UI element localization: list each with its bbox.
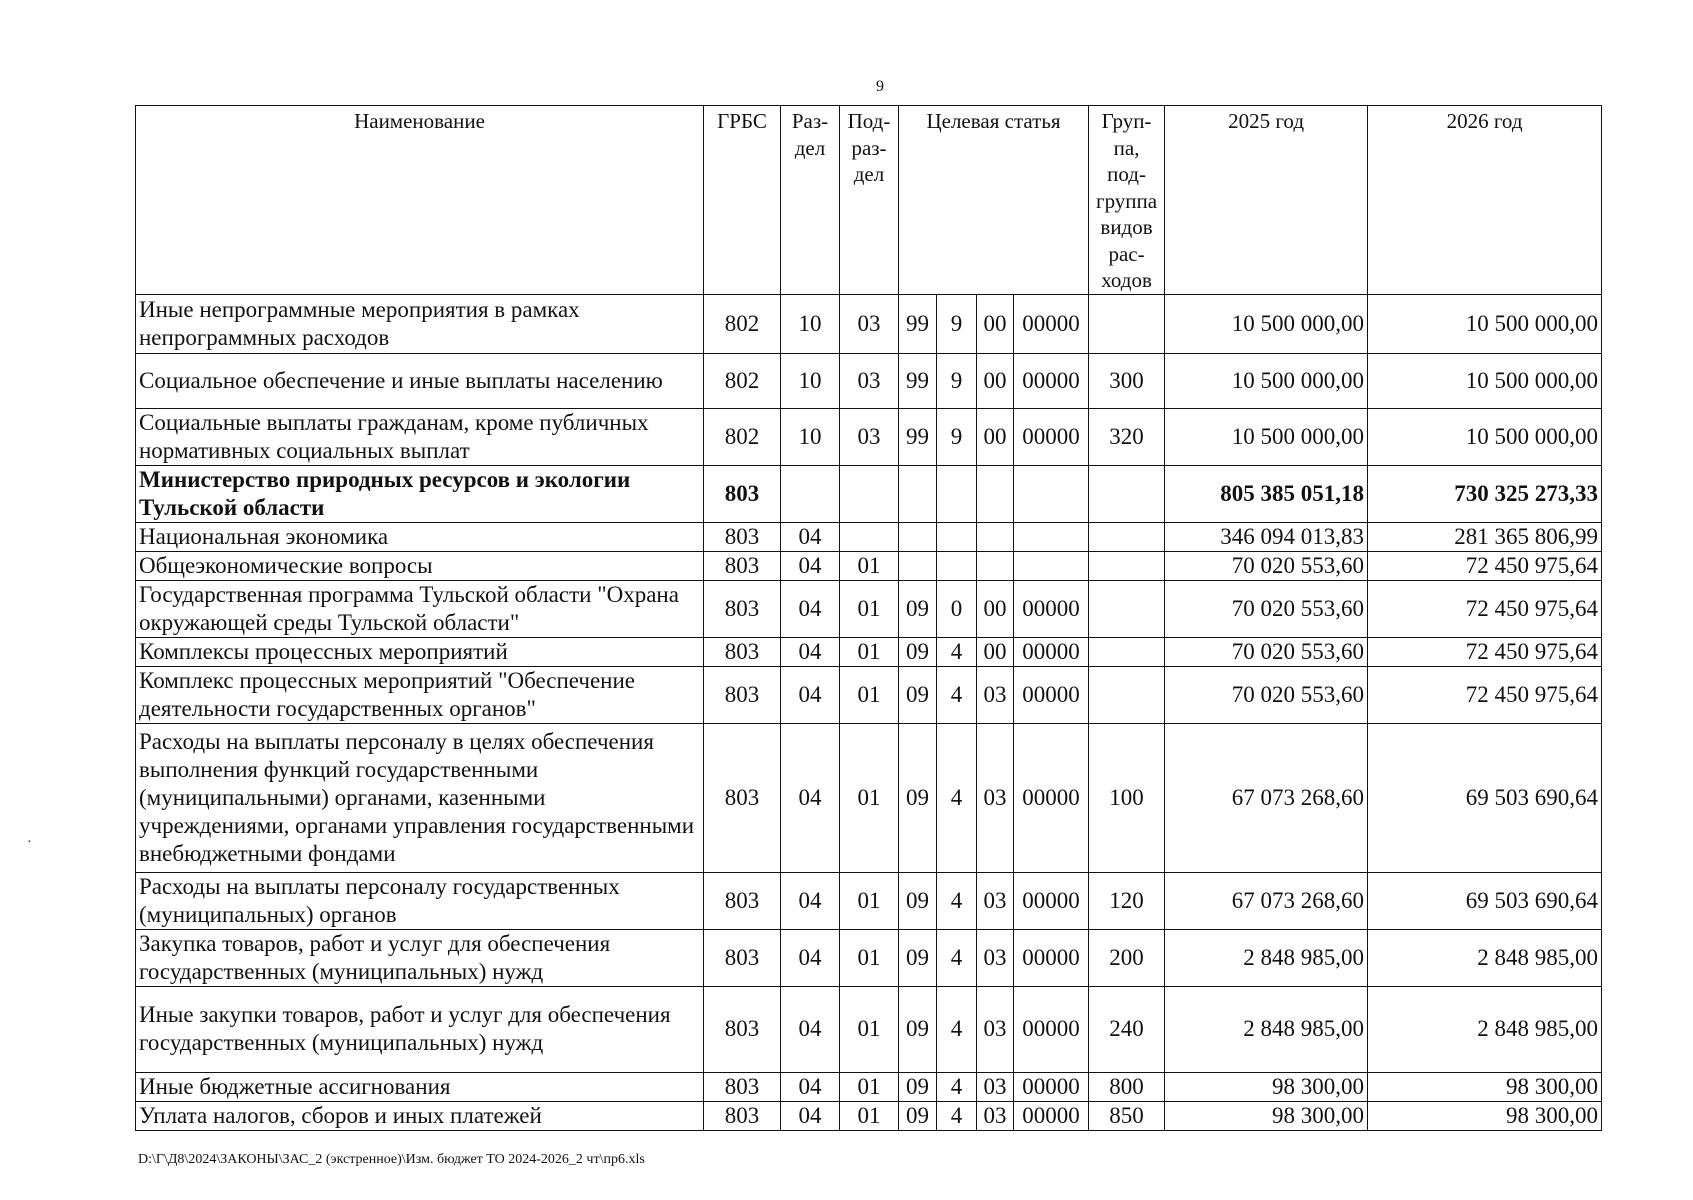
table-row (136, 986, 1602, 1072)
cell-target-subitem (977, 522, 1014, 551)
cell-target-type (937, 465, 977, 522)
cell-amount-2025: 70 020 553,60 (1165, 580, 1368, 637)
cell-target-direction: 00000 (1014, 1101, 1089, 1130)
header-razdel: Раз- дел (781, 106, 840, 295)
cell-target-subitem: 00 (977, 637, 1014, 666)
cell-name: Социальное обеспечение и иные выплаты населению (136, 353, 704, 408)
cell-razdel: 04 (781, 986, 840, 1072)
cell-expense-group (1089, 551, 1165, 580)
table-row (136, 872, 1602, 929)
cell-amount-2025: 70 020 553,60 (1165, 637, 1368, 666)
cell-razdel: 04 (781, 1101, 840, 1130)
cell-target-direction (1014, 465, 1089, 522)
cell-grbs: 803 (704, 551, 781, 580)
cell-razdel: 04 (781, 637, 840, 666)
cell-target-subitem: 03 (977, 723, 1014, 872)
cell-target-type: 9 (937, 408, 977, 465)
budget-table (135, 105, 1602, 1131)
cell-name: Государственная программа Тульской области "Охрана окружающей среды Тульской области" (136, 580, 704, 637)
cell-target-type: 9 (937, 294, 977, 353)
cell-grbs: 802 (704, 294, 781, 353)
cell-target-subitem: 03 (977, 666, 1014, 723)
cell-target-direction: 00000 (1014, 872, 1089, 929)
cell-target-subitem: 03 (977, 1101, 1014, 1130)
cell-podrazdel: 01 (840, 551, 899, 580)
cell-podrazdel: 01 (840, 1072, 899, 1101)
cell-target-subitem: 00 (977, 353, 1014, 408)
cell-amount-2025: 2 848 985,00 (1165, 986, 1368, 1072)
cell-target-direction: 00000 (1014, 294, 1089, 353)
cell-name: Национальная экономика (136, 522, 704, 551)
table-row (136, 1072, 1602, 1101)
page-number: 9 (876, 78, 884, 95)
cell-name: Иные бюджетные ассигнования (136, 1072, 704, 1101)
cell-grbs: 803 (704, 1101, 781, 1130)
cell-target-direction: 00000 (1014, 353, 1089, 408)
cell-razdel: 04 (781, 522, 840, 551)
cell-target-type: 4 (937, 637, 977, 666)
cell-amount-2025: 346 094 013,83 (1165, 522, 1368, 551)
cell-amount-2026: 72 450 975,64 (1368, 637, 1602, 666)
cell-target-subitem: 03 (977, 1072, 1014, 1101)
header-grbs: ГРБС (704, 106, 781, 295)
cell-target-program: 09 (899, 872, 937, 929)
table-row (136, 637, 1602, 666)
cell-target-type: 4 (937, 872, 977, 929)
cell-target-direction (1014, 551, 1089, 580)
footer-file-path: D:\Г\Д8\2024\ЗАКОНЫ\ЗАС_2 (экстренное)\Изм. бюджет ТО 2024-2026_2 чт\пр6.xls (138, 1152, 645, 1167)
cell-podrazdel (840, 522, 899, 551)
cell-amount-2025: 805 385 051,18 (1165, 465, 1368, 522)
cell-amount-2026: 10 500 000,00 (1368, 408, 1602, 465)
cell-target-direction: 00000 (1014, 666, 1089, 723)
cell-amount-2025: 2 848 985,00 (1165, 929, 1368, 986)
table-row (136, 723, 1602, 872)
cell-target-direction: 00000 (1014, 986, 1089, 1072)
cell-name: Министерство природных ресурсов и экологии Тульской области (136, 465, 704, 522)
table-row (136, 666, 1602, 723)
cell-name: Уплата налогов, сборов и иных платежей (136, 1101, 704, 1130)
cell-razdel: 04 (781, 580, 840, 637)
cell-expense-group: 300 (1089, 353, 1165, 408)
cell-target-direction: 00000 (1014, 408, 1089, 465)
cell-amount-2026: 730 325 273,33 (1368, 465, 1602, 522)
cell-target-subitem: 03 (977, 986, 1014, 1072)
cell-name: Закупка товаров, работ и услуг для обеспечения государственных (муниципальных) нужд (136, 929, 704, 986)
cell-podrazdel: 01 (840, 929, 899, 986)
cell-target-subitem (977, 465, 1014, 522)
cell-name: Иные непрограммные мероприятия в рамках непрограммных расходов (136, 294, 704, 353)
cell-target-type (937, 551, 977, 580)
cell-name: Расходы на выплаты персоналу в целях обеспечения выполнения функций государственными (муниципальными) органами, казенными учреждениями, органами управления государственными внебюджетными фондами (136, 723, 704, 872)
cell-target-type: 4 (937, 1072, 977, 1101)
cell-name: Общеэкономические вопросы (136, 551, 704, 580)
cell-target-subitem: 00 (977, 294, 1014, 353)
cell-name: Социальные выплаты гражданам, кроме публичных нормативных социальных выплат (136, 408, 704, 465)
cell-amount-2026: 10 500 000,00 (1368, 353, 1602, 408)
cell-grbs: 803 (704, 580, 781, 637)
cell-expense-group: 200 (1089, 929, 1165, 986)
cell-podrazdel: 01 (840, 637, 899, 666)
cell-target-program: 99 (899, 408, 937, 465)
cell-razdel: 04 (781, 666, 840, 723)
table-row (136, 294, 1602, 353)
cell-amount-2026: 98 300,00 (1368, 1101, 1602, 1130)
cell-amount-2025: 98 300,00 (1165, 1101, 1368, 1130)
cell-target-subitem: 00 (977, 580, 1014, 637)
cell-razdel: 10 (781, 294, 840, 353)
cell-razdel: 04 (781, 872, 840, 929)
cell-target-program: 09 (899, 580, 937, 637)
table-row (136, 580, 1602, 637)
cell-grbs: 803 (704, 929, 781, 986)
cell-amount-2025: 70 020 553,60 (1165, 666, 1368, 723)
cell-amount-2025: 10 500 000,00 (1165, 408, 1368, 465)
cell-grbs: 803 (704, 465, 781, 522)
cell-target-type: 4 (937, 666, 977, 723)
cell-amount-2026: 281 365 806,99 (1368, 522, 1602, 551)
cell-target-type (937, 522, 977, 551)
table-header-row (136, 106, 1602, 295)
header-name: Наименование (136, 106, 704, 295)
cell-target-direction: 00000 (1014, 723, 1089, 872)
cell-amount-2026: 69 503 690,64 (1368, 872, 1602, 929)
cell-expense-group (1089, 666, 1165, 723)
cell-amount-2026: 98 300,00 (1368, 1072, 1602, 1101)
cell-target-direction: 00000 (1014, 580, 1089, 637)
cell-target-type: 0 (937, 580, 977, 637)
cell-grbs: 802 (704, 408, 781, 465)
cell-grbs: 803 (704, 986, 781, 1072)
cell-expense-group: 800 (1089, 1072, 1165, 1101)
cell-target-program (899, 465, 937, 522)
cell-razdel: 10 (781, 353, 840, 408)
cell-podrazdel (840, 465, 899, 522)
cell-podrazdel: 03 (840, 408, 899, 465)
cell-razdel: 04 (781, 1072, 840, 1101)
cell-target-program: 99 (899, 294, 937, 353)
cell-amount-2026: 2 848 985,00 (1368, 986, 1602, 1072)
cell-expense-group (1089, 465, 1165, 522)
table-row (136, 929, 1602, 986)
cell-amount-2025: 67 073 268,60 (1165, 872, 1368, 929)
cell-amount-2026: 72 450 975,64 (1368, 580, 1602, 637)
header-target-item: Целевая статья (899, 106, 1089, 295)
cell-podrazdel: 01 (840, 666, 899, 723)
cell-target-type: 4 (937, 929, 977, 986)
cell-amount-2025: 10 500 000,00 (1165, 294, 1368, 353)
cell-target-program: 09 (899, 666, 937, 723)
cell-target-direction: 00000 (1014, 1072, 1089, 1101)
cell-podrazdel: 01 (840, 1101, 899, 1130)
table-row (136, 465, 1602, 522)
cell-amount-2025: 70 020 553,60 (1165, 551, 1368, 580)
cell-amount-2026: 72 450 975,64 (1368, 666, 1602, 723)
cell-target-type: 4 (937, 986, 977, 1072)
cell-podrazdel: 01 (840, 580, 899, 637)
cell-target-program: 99 (899, 353, 937, 408)
header-year-2026: 2026 год (1368, 106, 1602, 295)
cell-podrazdel: 01 (840, 872, 899, 929)
cell-expense-group: 240 (1089, 986, 1165, 1072)
cell-amount-2026: 72 450 975,64 (1368, 551, 1602, 580)
cell-expense-group: 100 (1089, 723, 1165, 872)
header-year-2025: 2025 год (1165, 106, 1368, 295)
cell-target-program: 09 (899, 929, 937, 986)
cell-grbs: 803 (704, 1072, 781, 1101)
table-row (136, 1101, 1602, 1130)
table-row (136, 408, 1602, 465)
cell-target-subitem: 03 (977, 872, 1014, 929)
cell-razdel: 10 (781, 408, 840, 465)
cell-razdel: 04 (781, 551, 840, 580)
cell-target-subitem: 00 (977, 408, 1014, 465)
cell-target-program: 09 (899, 1072, 937, 1101)
cell-target-subitem: 03 (977, 929, 1014, 986)
cell-amount-2025: 98 300,00 (1165, 1072, 1368, 1101)
cell-target-direction: 00000 (1014, 637, 1089, 666)
cell-target-direction (1014, 522, 1089, 551)
cell-podrazdel: 01 (840, 723, 899, 872)
cell-podrazdel: 03 (840, 294, 899, 353)
header-podrazdel: Под- раз- дел (840, 106, 899, 295)
cell-grbs: 803 (704, 666, 781, 723)
cell-target-program: 09 (899, 637, 937, 666)
cell-target-type: 4 (937, 1101, 977, 1130)
cell-podrazdel: 03 (840, 353, 899, 408)
cell-grbs: 803 (704, 723, 781, 872)
cell-grbs: 803 (704, 872, 781, 929)
cell-expense-group (1089, 522, 1165, 551)
cell-razdel: 04 (781, 929, 840, 986)
cell-expense-group: 320 (1089, 408, 1165, 465)
cell-target-type: 4 (937, 723, 977, 872)
cell-amount-2026: 2 848 985,00 (1368, 929, 1602, 986)
cell-amount-2026: 10 500 000,00 (1368, 294, 1602, 353)
table-row (136, 551, 1602, 580)
cell-target-program: 09 (899, 723, 937, 872)
cell-name: Комплекс процессных мероприятий "Обеспечение деятельности государственных органов" (136, 666, 704, 723)
cell-name: Иные закупки товаров, работ и услуг для обеспечения государственных (муниципальных) нужд (136, 986, 704, 1072)
cell-amount-2025: 67 073 268,60 (1165, 723, 1368, 872)
cell-amount-2026: 69 503 690,64 (1368, 723, 1602, 872)
cell-name: Комплексы процессных мероприятий (136, 637, 704, 666)
header-expense-group: Груп- па, под- группа видов рас- ходов (1089, 106, 1165, 295)
table-row (136, 353, 1602, 408)
cell-target-type: 9 (937, 353, 977, 408)
cell-expense-group: 120 (1089, 872, 1165, 929)
cell-grbs: 803 (704, 637, 781, 666)
cell-grbs: 802 (704, 353, 781, 408)
cell-expense-group (1089, 580, 1165, 637)
cell-expense-group (1089, 294, 1165, 353)
cell-podrazdel: 01 (840, 986, 899, 1072)
cell-target-direction: 00000 (1014, 929, 1089, 986)
cell-target-program: 09 (899, 986, 937, 1072)
cell-target-program: 09 (899, 1101, 937, 1130)
cell-razdel (781, 465, 840, 522)
cell-razdel: 04 (781, 723, 840, 872)
cell-target-subitem (977, 551, 1014, 580)
cell-expense-group: 850 (1089, 1101, 1165, 1130)
cell-target-program (899, 522, 937, 551)
cell-amount-2025: 10 500 000,00 (1165, 353, 1368, 408)
cell-expense-group (1089, 637, 1165, 666)
cell-name: Расходы на выплаты персоналу государственных (муниципальных) органов (136, 872, 704, 929)
cell-grbs: 803 (704, 522, 781, 551)
table-row (136, 522, 1602, 551)
cell-target-program (899, 551, 937, 580)
stray-mark: · (27, 835, 32, 850)
